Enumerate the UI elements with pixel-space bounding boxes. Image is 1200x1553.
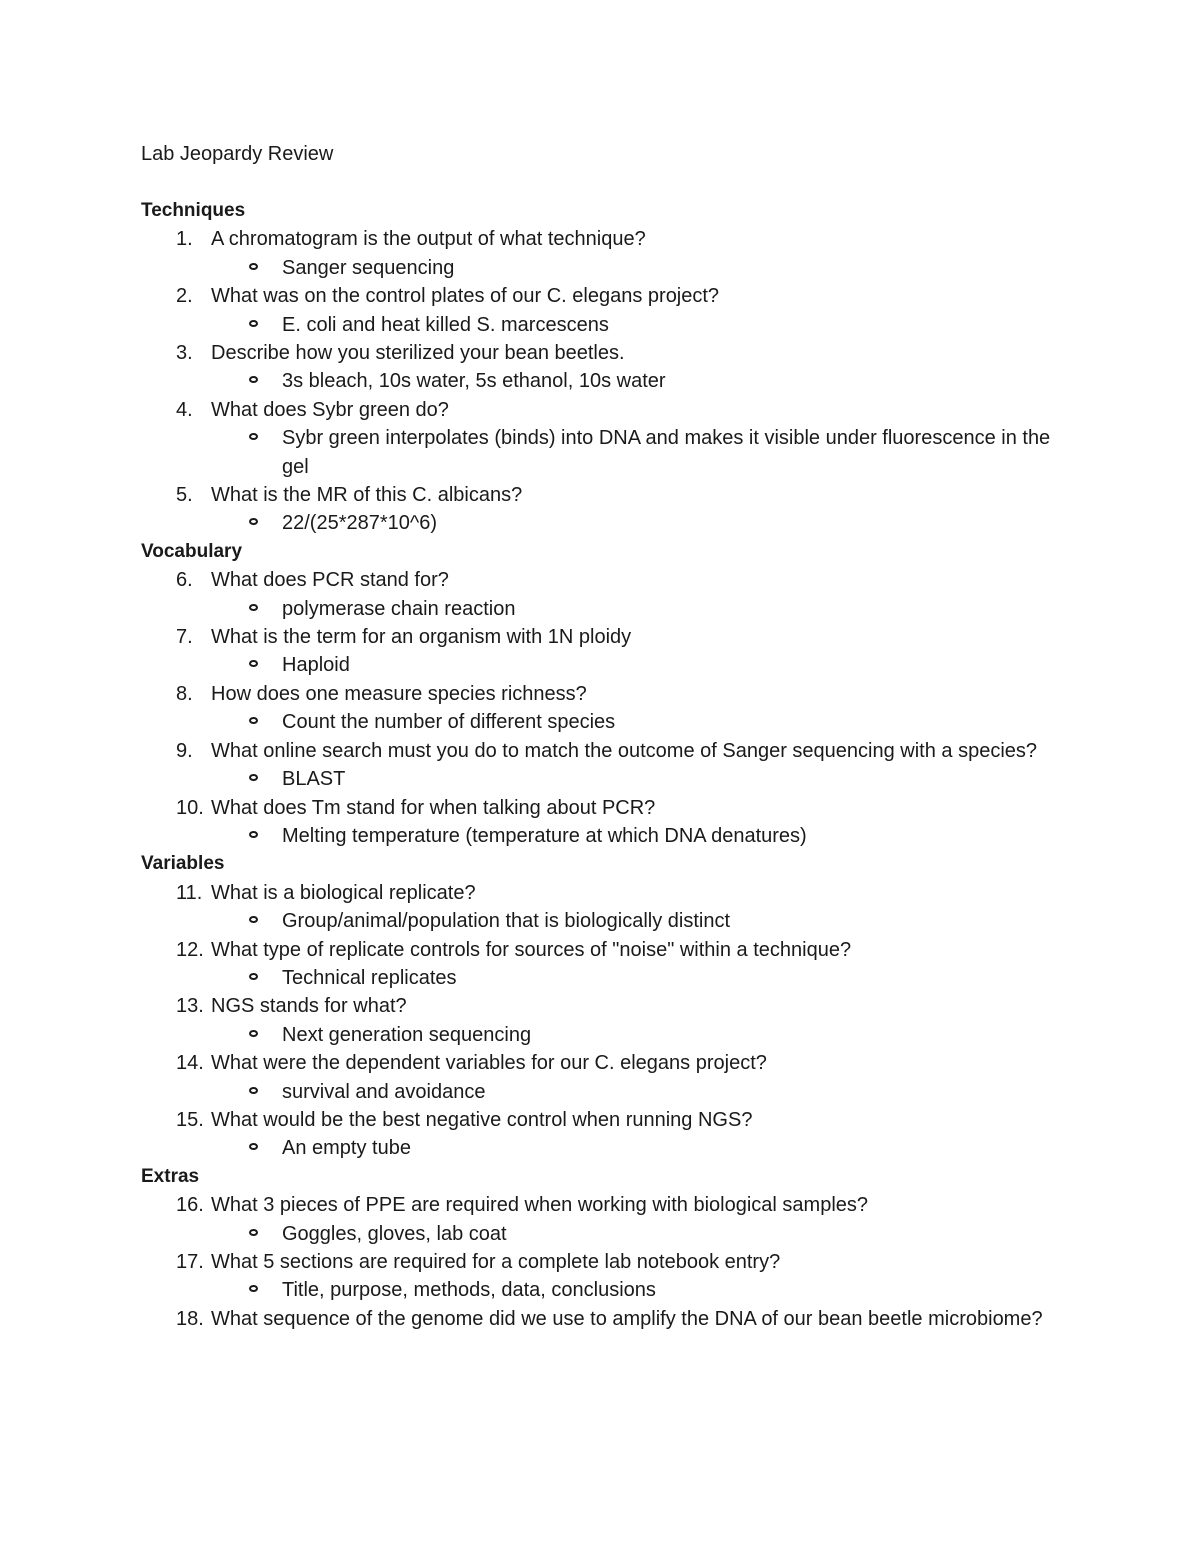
- hollow-bullet-icon: [249, 774, 258, 781]
- question-number: 11.: [176, 881, 203, 904]
- question-number: 13.: [176, 995, 204, 1018]
- hollow-bullet-icon: [249, 604, 258, 611]
- question-text: What was on the control plates of our C. elegans project?: [211, 285, 720, 308]
- section-extras: [141, 1163, 1081, 1333]
- question-text: What 3 pieces of PPE are required when working with biological samples?: [211, 1194, 869, 1217]
- answer-item: [141, 1021, 1081, 1049]
- hollow-bullet-icon: [249, 717, 258, 724]
- question-text: What 5 sections are required for a complete lab notebook entry?: [211, 1250, 781, 1273]
- hollow-bullet-icon: [249, 518, 258, 525]
- answer-item: [141, 708, 1081, 736]
- answer-item: [141, 822, 1081, 850]
- question-item: [141, 936, 1081, 964]
- question-number: 15.: [176, 1108, 204, 1131]
- question-number: 7.: [176, 626, 193, 649]
- answer-text: 22/(25*287*10^6): [282, 512, 438, 535]
- question-text: What type of replicate controls for sources of "noise" within a technique?: [211, 938, 852, 961]
- page-title: Lab Jeopardy Review: [141, 143, 334, 165]
- question-item: [141, 1049, 1081, 1077]
- answer-text: Melting temperature (temperature at which DNA denatures): [282, 824, 807, 847]
- question-number: 3.: [176, 342, 193, 365]
- question-number: 18.: [176, 1307, 204, 1330]
- question-item: [141, 623, 1081, 651]
- answer-item: [141, 1134, 1081, 1162]
- question-item: [141, 794, 1081, 822]
- hollow-bullet-icon: [249, 320, 258, 327]
- question-text: Describe how you sterilized your bean beetles.: [211, 342, 625, 365]
- question-text: What does Sybr green do?: [211, 398, 449, 421]
- question-text: What is a biological replicate?: [211, 881, 476, 904]
- section-vocabulary: [141, 538, 1081, 850]
- question-item: [141, 1106, 1081, 1134]
- question-number: 1.: [176, 228, 193, 251]
- question-number: 2.: [176, 285, 193, 308]
- question-item: [141, 396, 1081, 424]
- question-item: [141, 566, 1081, 594]
- answer-text: Sanger sequencing: [282, 256, 455, 279]
- section-variables: [141, 850, 1081, 1162]
- question-item: [141, 282, 1081, 310]
- section-heading: Techniques: [141, 200, 246, 221]
- question-number: 10.: [176, 796, 204, 819]
- document-body: [141, 197, 1081, 1333]
- hollow-bullet-icon: [249, 1229, 258, 1236]
- question-text: What is the MR of this C. albicans?: [211, 484, 523, 507]
- answer-item: [141, 907, 1081, 935]
- hollow-bullet-icon: [249, 660, 258, 667]
- question-text: What would be the best negative control when running NGS?: [211, 1108, 753, 1131]
- question-number: 5.: [176, 484, 193, 507]
- question-item: [141, 1191, 1081, 1219]
- answer-item: [141, 1276, 1081, 1304]
- question-number: 6.: [176, 569, 193, 592]
- answer-item: [141, 367, 1081, 395]
- hollow-bullet-icon: [249, 1030, 258, 1037]
- answer-text: survival and avoidance: [282, 1080, 486, 1103]
- answer-text: BLAST: [282, 768, 346, 791]
- answer-text: Title, purpose, methods, data, conclusions: [282, 1279, 656, 1302]
- answer-item: [141, 311, 1081, 339]
- answer-item: [141, 765, 1081, 793]
- question-text: NGS stands for what?: [211, 995, 407, 1018]
- answer-item: [141, 651, 1081, 679]
- question-number: 8.: [176, 682, 193, 705]
- question-text: What were the dependent variables for our C. elegans project?: [211, 1052, 767, 1075]
- question-item: [141, 481, 1081, 509]
- answer-item: [141, 595, 1081, 623]
- hollow-bullet-icon: [249, 1087, 258, 1094]
- question-item: [141, 737, 1081, 765]
- hollow-bullet-icon: [249, 1143, 258, 1150]
- answer-text: Group/animal/population that is biologically distinct: [282, 910, 731, 933]
- answer-text: Sybr green interpolates (binds) into DNA and makes it visible under fluorescence in the gel: [282, 427, 1051, 478]
- answer-item: [141, 964, 1081, 992]
- question-item: [141, 339, 1081, 367]
- section-heading: Extras: [141, 1165, 200, 1187]
- question-item: [141, 680, 1081, 708]
- hollow-bullet-icon: [249, 1285, 258, 1292]
- question-number: 12.: [176, 938, 204, 961]
- hollow-bullet-icon: [249, 263, 258, 270]
- answer-item: [141, 424, 1081, 481]
- answer-item: [141, 254, 1081, 282]
- answer-text: Technical replicates: [282, 966, 457, 989]
- answer-text: Goggles, gloves, lab coat: [282, 1222, 507, 1245]
- question-number: 17.: [176, 1250, 204, 1273]
- answer-text: polymerase chain reaction: [282, 597, 516, 620]
- answer-text: 3s bleach, 10s water, 5s ethanol, 10s water: [282, 370, 666, 393]
- question-number: 4.: [176, 398, 193, 421]
- question-text: What does Tm stand for when talking about PCR?: [211, 796, 656, 819]
- question-item: [141, 1248, 1081, 1276]
- hollow-bullet-icon: [249, 916, 258, 923]
- question-item: [141, 879, 1081, 907]
- question-item: [141, 992, 1081, 1020]
- question-text: What sequence of the genome did we use to amplify the DNA of our bean beetle microbiome?: [211, 1307, 1043, 1330]
- hollow-bullet-icon: [249, 831, 258, 838]
- question-number: 16.: [176, 1194, 204, 1217]
- question-item: [141, 1305, 1081, 1333]
- answer-text: An empty tube: [282, 1137, 411, 1160]
- section-heading: Vocabulary: [141, 540, 243, 562]
- hollow-bullet-icon: [249, 433, 258, 440]
- question-number: 9.: [176, 739, 193, 762]
- section-heading: Variables: [141, 853, 225, 875]
- section-techniques: [141, 197, 1081, 538]
- question-item: [141, 225, 1081, 253]
- answer-item: [141, 509, 1081, 537]
- question-text: What is the term for an organism with 1N ploidy: [211, 626, 632, 649]
- answer-item: [141, 1220, 1081, 1248]
- hollow-bullet-icon: [249, 376, 258, 383]
- question-number: 14.: [176, 1052, 204, 1075]
- answer-text: Count the number of different species: [282, 711, 616, 734]
- answer-text: Haploid: [282, 654, 350, 677]
- question-text: What does PCR stand for?: [211, 569, 449, 592]
- answer-text: Next generation sequencing: [282, 1023, 532, 1046]
- hollow-bullet-icon: [249, 973, 258, 980]
- answer-text: E. coli and heat killed S. marcescens: [282, 313, 609, 336]
- answer-item: [141, 1078, 1081, 1106]
- question-text: How does one measure species richness?: [211, 682, 587, 705]
- question-text: What online search must you do to match the outcome of Sanger sequencing with a species?: [211, 739, 1038, 762]
- question-text: A chromatogram is the output of what technique?: [211, 228, 646, 251]
